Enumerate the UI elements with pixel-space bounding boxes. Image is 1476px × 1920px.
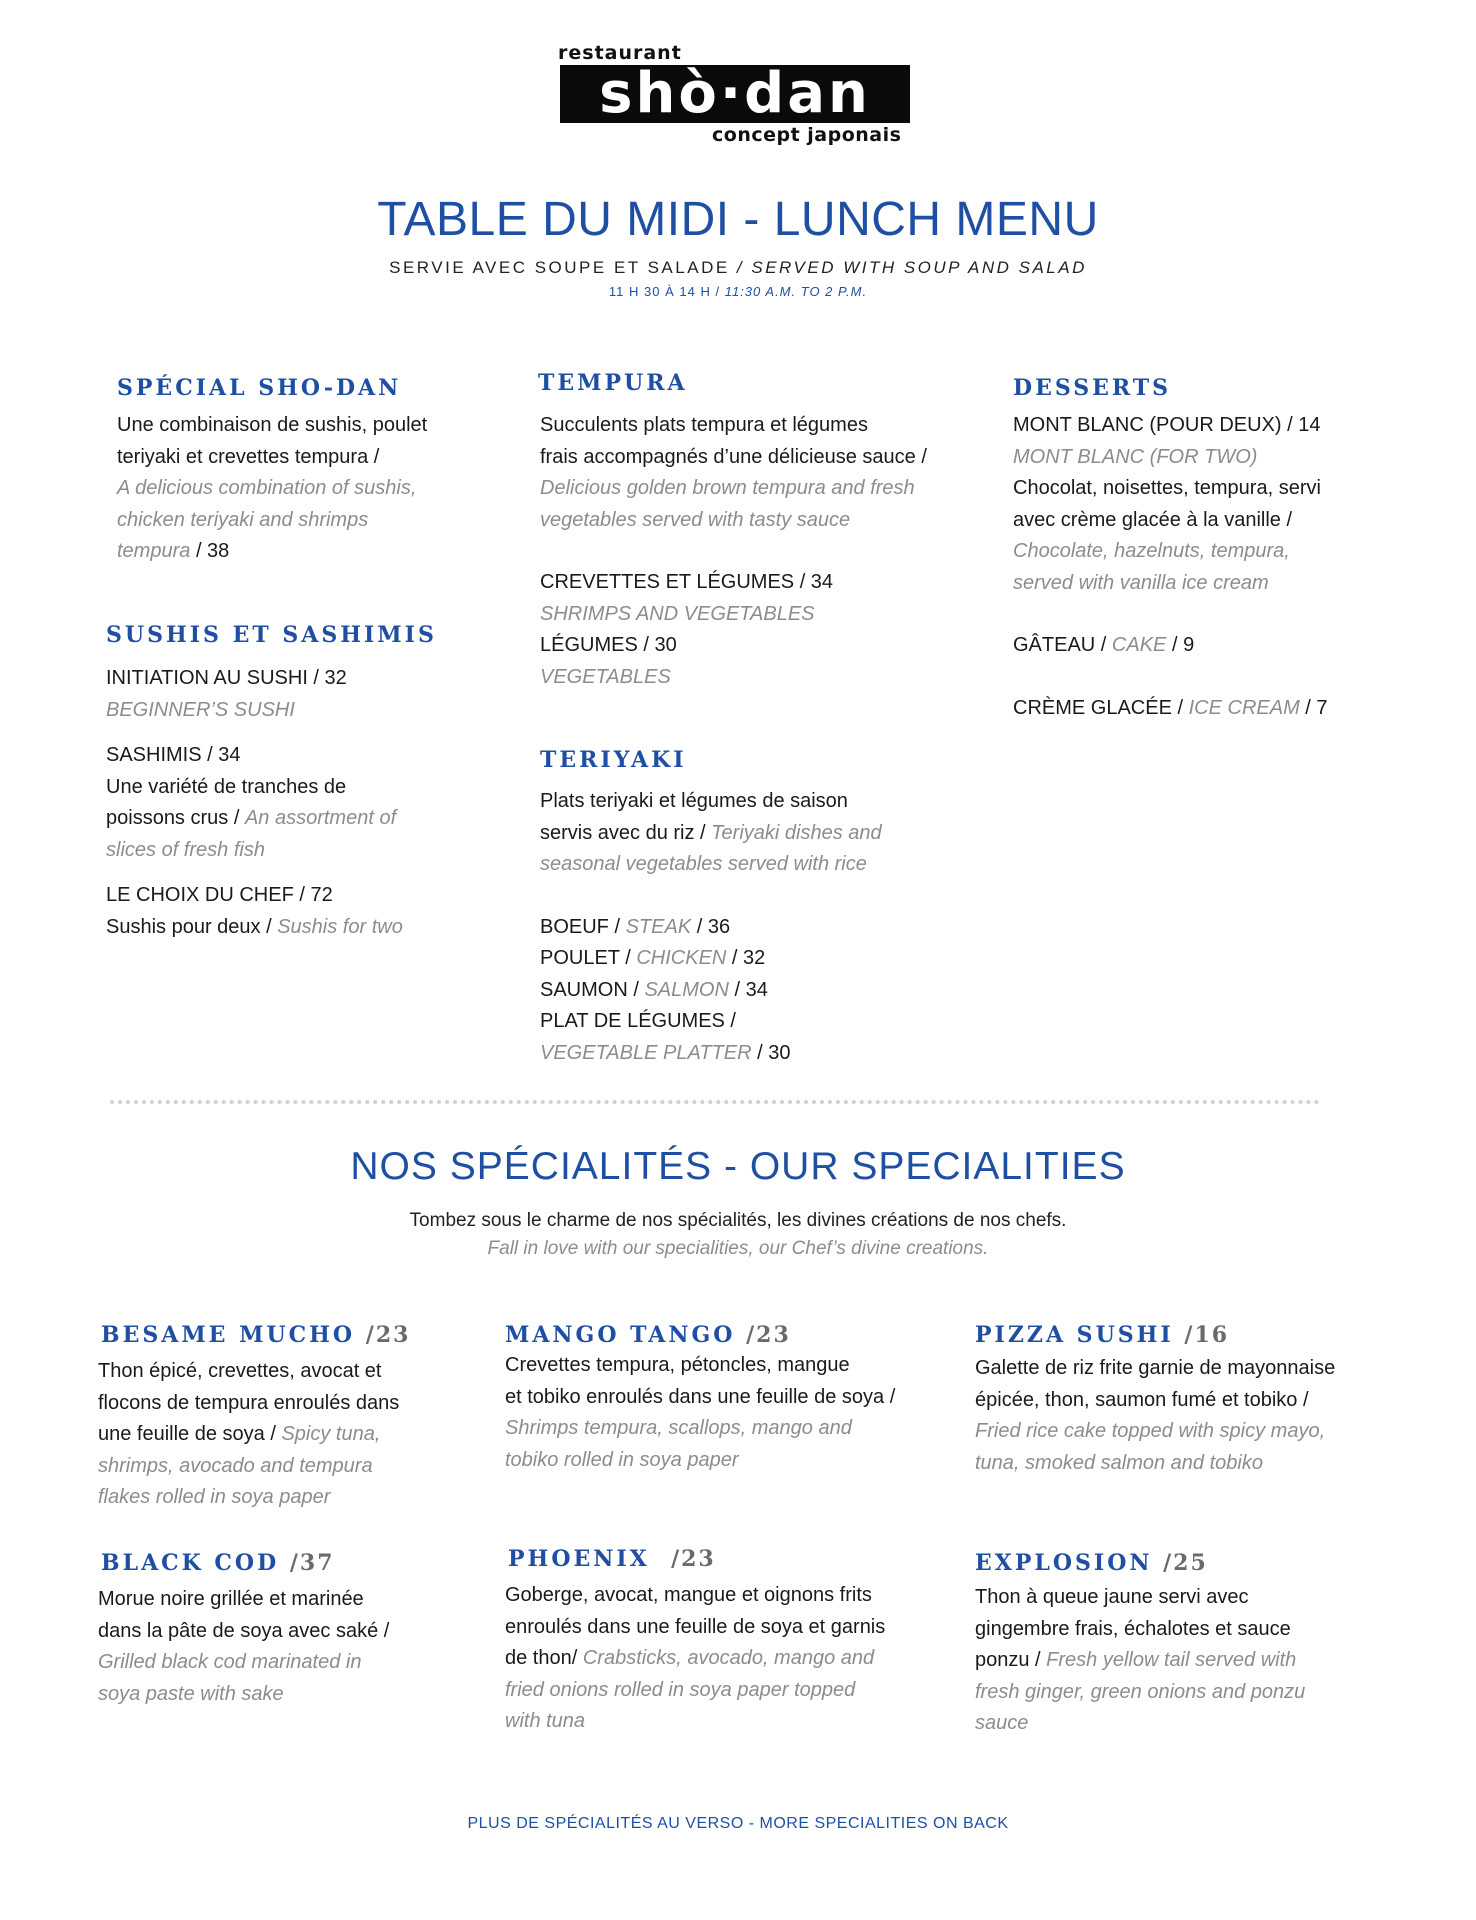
special-section bbox=[117, 410, 497, 568]
speciality-heading-besame: BESAME MUCHO /23 bbox=[101, 1322, 411, 1348]
tempura-item-legumes-en: VEGETABLES bbox=[540, 665, 671, 688]
montblanc-desc-fr-1: Chocolat, noisettes, tempura, servi bbox=[1013, 477, 1321, 499]
sushi-item-chef: LE CHOIX DU CHEF / 72 bbox=[106, 884, 333, 906]
subtitle-en: / SERVED WITH SOUP AND SALAD bbox=[736, 258, 1087, 277]
section-divider bbox=[110, 1100, 1320, 1104]
teriyaki-desc-en-2: seasonal vegetables served with rice bbox=[540, 853, 867, 875]
menu-title: TABLE DU MIDI - LUNCH MENU bbox=[377, 193, 1099, 246]
pizza-desc-en-1: Fried rice cake topped with spicy mayo, bbox=[975, 1420, 1326, 1442]
special-desc-fr-1: Une combinaison de sushis, poulet bbox=[117, 414, 428, 436]
teriyaki-item-poulet: POULET / CHICKEN / 32 bbox=[540, 947, 766, 969]
phoenix-desc-en-2: fried onions rolled in soya paper topped bbox=[505, 1678, 856, 1701]
mango-desc-fr-1: Crevettes tempura, pétoncles, mangue bbox=[505, 1354, 850, 1376]
phoenix-desc-en-3: with tuna bbox=[505, 1710, 586, 1732]
sashimis-desc-fr-1: Une variété de tranches de bbox=[106, 775, 347, 798]
tempura-desc-fr-1: Succulents plats tempura et légumes bbox=[540, 414, 868, 436]
tempura-desc-fr-2: frais accompagnés d’une délicieuse sauce / bbox=[540, 445, 927, 468]
speciality-heading-pizza: PIZZA SUSHI /16 bbox=[975, 1322, 1230, 1348]
menu-hours bbox=[0, 284, 1476, 299]
specialities-subtitle-fr: Tombez sous le charme de nos spécialités, les divines créations de nos chefs. bbox=[409, 1210, 1067, 1231]
explosion-desc-fr-3: ponzu / bbox=[975, 1649, 1041, 1671]
blackcod-desc-fr-1: Morue noire grillée et marinée bbox=[98, 1588, 364, 1610]
blackcod-desc-en-2: soya paste with sake bbox=[98, 1682, 284, 1705]
besame-desc-en-3: flakes rolled in soya paper bbox=[98, 1486, 331, 1508]
logo-wordmark: shò·dan bbox=[599, 61, 871, 126]
special-price: / 38 bbox=[195, 540, 230, 562]
teriyaki-item-legumes: PLAT DE LÉGUMES / bbox=[540, 1010, 736, 1032]
sashimis-desc-fr-2: poissons crus / bbox=[106, 807, 240, 829]
teriyaki-desc-fr-2: servis avec du riz / bbox=[540, 821, 706, 844]
teriyaki-item-saumon: SAUMON / SALMON / 34 bbox=[540, 978, 768, 1001]
pizza-desc-en-2: tuna, smoked salmon and tobiko bbox=[975, 1451, 1263, 1474]
chef-desc-fr: Sushis pour deux / bbox=[106, 915, 272, 938]
section-heading-tempura: TEMPURA bbox=[538, 370, 688, 396]
speciality-phoenix bbox=[505, 1580, 955, 1738]
special-desc-en-1: A delicious combination of sushis, bbox=[117, 477, 417, 499]
dessert-item-creme-glacee: CRÈME GLACÉE / ICE CREAM / 7 bbox=[1013, 696, 1328, 719]
special-desc-fr-2: teriyaki et crevettes tempura / bbox=[117, 445, 380, 468]
phoenix-desc-en-1: Crabsticks, avocado, mango and bbox=[582, 1647, 875, 1669]
besame-desc-en-2: shrimps, avocado and tempura bbox=[98, 1454, 373, 1477]
speciality-mango bbox=[505, 1350, 955, 1476]
special-desc-en-3: tempura bbox=[117, 540, 191, 562]
footer-note: PLUS DE SPÉCIALITÉS AU VERSO - MORE SPECIALITIES ON BACK bbox=[467, 1815, 1009, 1832]
speciality-explosion bbox=[975, 1582, 1435, 1740]
besame-desc-fr-2: flocons de tempura enroulés dans bbox=[98, 1391, 400, 1414]
logo-tagline-top: restaurant bbox=[558, 42, 682, 64]
speciality-heading-blackcod: BLACK COD /37 bbox=[101, 1550, 335, 1576]
phoenix-desc-fr-3: de thon/ bbox=[505, 1647, 578, 1669]
phoenix-desc-fr-2: enroulés dans une feuille de soya et garnis bbox=[505, 1615, 886, 1638]
speciality-besame bbox=[98, 1356, 498, 1514]
mango-desc-en-2: tobiko rolled in soya paper bbox=[505, 1448, 739, 1471]
explosion-desc-en-3: sauce bbox=[975, 1712, 1029, 1734]
tempura-item-crevettes: CREVETTES ET LÉGUMES / 34 bbox=[540, 571, 834, 593]
tempura-desc-en-1: Delicious golden brown tempura and fresh bbox=[540, 477, 915, 499]
tempura-item-legumes: LÉGUMES / 30 bbox=[540, 634, 677, 656]
sushis-section bbox=[106, 663, 496, 943]
blackcod-desc-en-1: Grilled black cod marinated in bbox=[98, 1651, 362, 1673]
section-heading-sushis: SUSHIS ET SASHIMIS bbox=[106, 622, 437, 648]
section-heading-special: SPÉCIAL SHO-DAN bbox=[117, 375, 402, 401]
teriyaki-item-boeuf: BOEUF / STEAK / 36 bbox=[540, 915, 731, 938]
special-desc-en-2: chicken teriyaki and shrimps bbox=[117, 508, 369, 531]
section-heading-teriyaki: TERIYAKI bbox=[540, 747, 687, 773]
teriyaki-section bbox=[540, 786, 970, 1069]
desserts-section bbox=[1013, 410, 1433, 724]
tempura-desc-en-2: vegetables served with tasty sauce bbox=[540, 508, 851, 531]
teriyaki-desc-en-1: Teriyaki dishes and bbox=[711, 821, 882, 844]
tempura-item-crevettes-en: SHRIMPS AND VEGETABLES bbox=[540, 602, 815, 625]
speciality-heading-explosion: EXPLOSION /25 bbox=[975, 1550, 1208, 1576]
montblanc-desc-en-2: served with vanilla ice cream bbox=[1013, 571, 1269, 594]
sushi-item-initiation: INITIATION AU SUSHI / 32 bbox=[106, 667, 347, 689]
restaurant-logo bbox=[560, 61, 910, 126]
subtitle-fr: SERVIE AVEC SOUPE ET SALADE bbox=[389, 258, 730, 277]
hours-en: 11:30 A.M. TO 2 P.M. bbox=[724, 284, 868, 299]
explosion-desc-en-2: fresh ginger, green onions and ponzu bbox=[975, 1680, 1306, 1703]
menu-subtitle bbox=[0, 258, 1476, 278]
explosion-desc-fr-2: gingembre frais, échalotes et sauce bbox=[975, 1617, 1291, 1640]
dessert-item-montblanc: MONT BLANC (POUR DEUX) / 14 bbox=[1013, 414, 1321, 436]
sashimis-desc-en-2: slices of fresh fish bbox=[106, 838, 265, 861]
speciality-pizza bbox=[975, 1353, 1435, 1479]
explosion-desc-fr-1: Thon à queue jaune servi avec bbox=[975, 1586, 1249, 1608]
sashimis-desc-en-1: An assortment of bbox=[244, 807, 397, 829]
specialities-title: NOS SPÉCIALITÉS - OUR SPECIALITIES bbox=[350, 1145, 1126, 1188]
pizza-desc-fr-1: Galette de riz frite garnie de mayonnaise bbox=[975, 1357, 1336, 1379]
montblanc-desc-en-1: Chocolate, hazelnuts, tempura, bbox=[1013, 540, 1290, 562]
besame-desc-en-1: Spicy tuna, bbox=[281, 1423, 381, 1445]
specialities-subtitle-en: Fall in love with our specialities, our Chef’s divine creations. bbox=[487, 1238, 989, 1259]
blackcod-desc-fr-2: dans la pâte de soya avec saké / bbox=[98, 1619, 390, 1642]
sushi-item-initiation-en: BEGINNER’S SUSHI bbox=[106, 698, 295, 721]
pizza-desc-fr-2: épicée, thon, saumon fumé et tobiko / bbox=[975, 1388, 1309, 1411]
teriyaki-item-legumes-en: VEGETABLE PLATTER / 30 bbox=[540, 1041, 791, 1064]
logo-tagline-bottom: concept japonais bbox=[712, 124, 902, 146]
teriyaki-desc-fr-1: Plats teriyaki et légumes de saison bbox=[540, 790, 848, 812]
phoenix-desc-fr-1: Goberge, avocat, mangue et oignons frits bbox=[505, 1584, 872, 1606]
chef-desc-en: Sushis for two bbox=[277, 915, 403, 938]
mango-desc-en-1: Shrimps tempura, scallops, mango and bbox=[505, 1417, 852, 1439]
besame-desc-fr-3: une feuille de soya / bbox=[98, 1423, 276, 1445]
dessert-item-gateau: GÂTEAU / CAKE / 9 bbox=[1013, 634, 1195, 656]
dessert-item-montblanc-en: MONT BLANC (FOR TWO) bbox=[1013, 445, 1258, 468]
sushi-item-sashimis: SASHIMIS / 34 bbox=[106, 744, 241, 766]
speciality-heading-mango: MANGO TANGO /23 bbox=[505, 1322, 791, 1348]
tempura-section bbox=[540, 410, 970, 693]
hours-fr: 11 H 30 À 14 H / bbox=[608, 284, 721, 299]
explosion-desc-en-1: Fresh yellow tail served with bbox=[1046, 1649, 1297, 1671]
section-heading-desserts: DESSERTS bbox=[1013, 375, 1172, 401]
speciality-blackcod bbox=[98, 1584, 498, 1710]
besame-desc-fr-1: Thon épicé, crevettes, avocat et bbox=[98, 1360, 382, 1382]
montblanc-desc-fr-2: avec crème glacée à la vanille / bbox=[1013, 508, 1293, 531]
mango-desc-fr-2: et tobiko enroulés dans une feuille de soya / bbox=[505, 1385, 896, 1408]
speciality-heading-phoenix: PHOENIX /23 bbox=[508, 1546, 716, 1572]
